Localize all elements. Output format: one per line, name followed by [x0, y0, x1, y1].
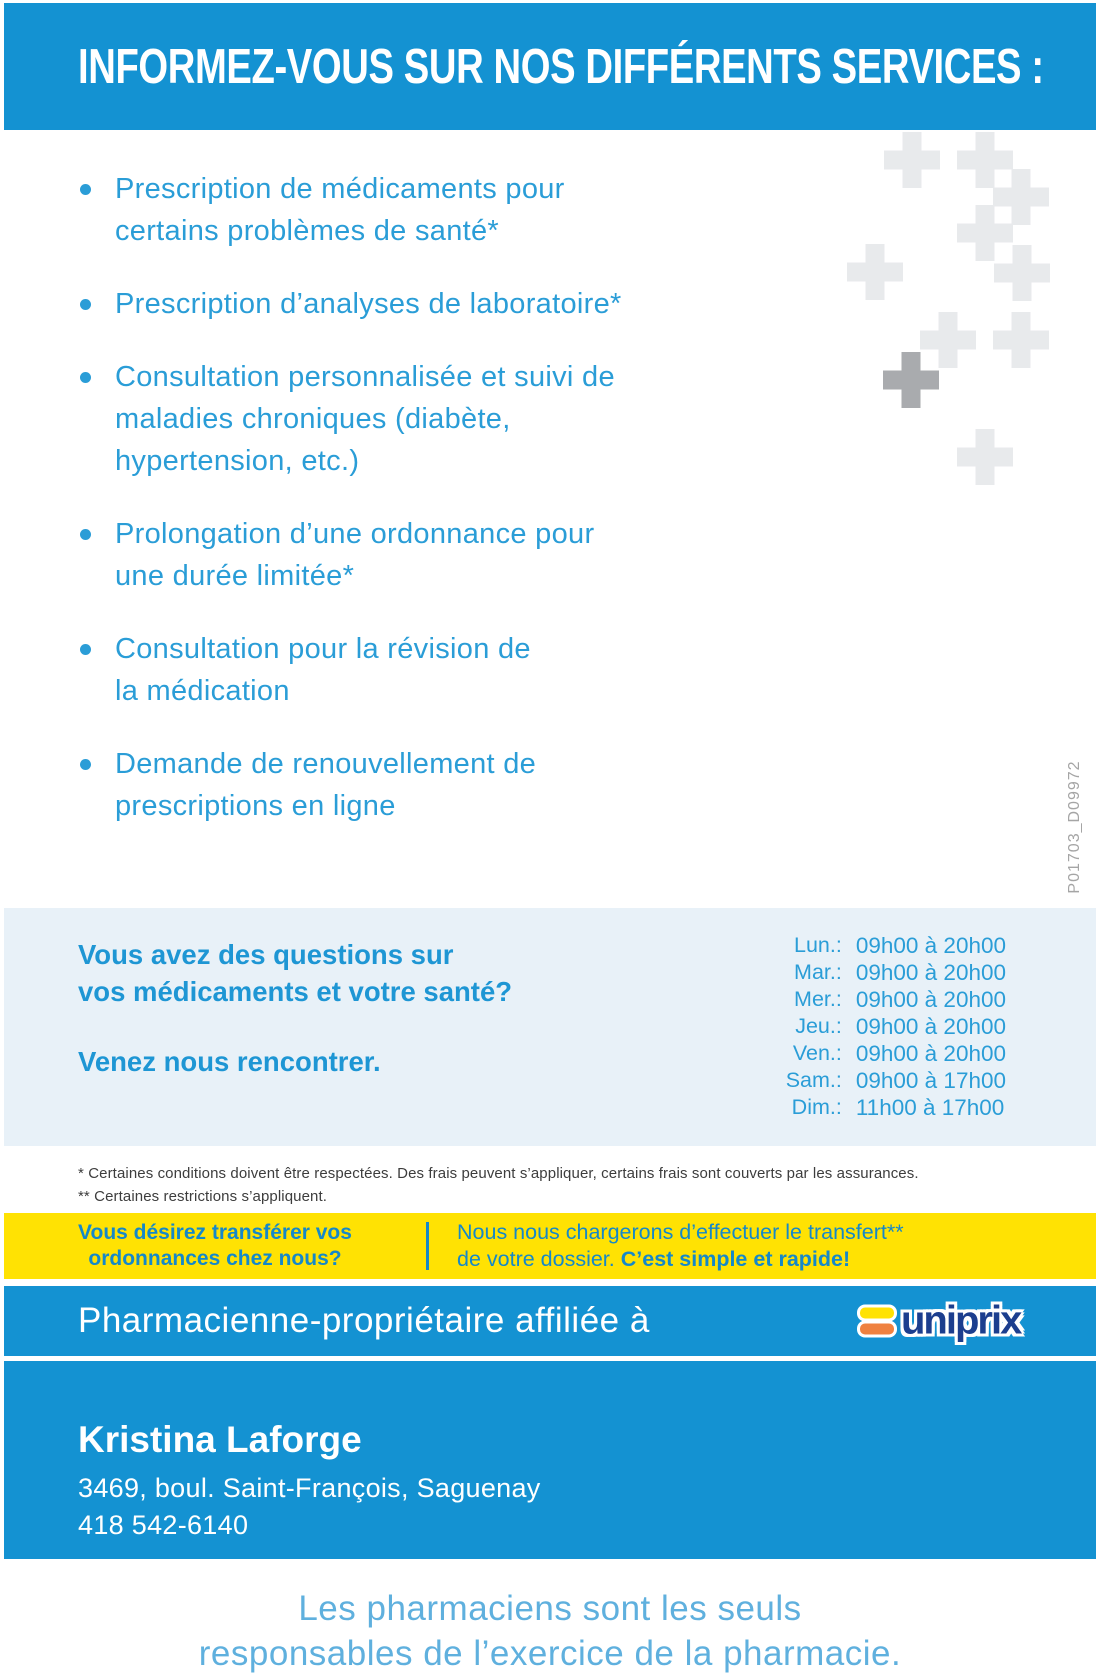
bullet-icon	[80, 529, 91, 540]
hours-day: Dim.:	[791, 1095, 842, 1119]
affiliation-band	[4, 1286, 1096, 1356]
question-text: Vous avez des questions sur vos médicaments et votre santé?	[78, 939, 513, 1007]
service-text: Demande de renouvellement de prescriptions en ligne	[115, 748, 537, 822]
pharmacist-name: Kristina Laforge	[78, 1419, 362, 1460]
plus-cross-icon	[884, 132, 940, 188]
bullet-icon	[80, 644, 91, 655]
plus-cross-icon	[994, 245, 1050, 301]
footnotes	[78, 1162, 919, 1208]
hours-day: Ven.:	[792, 1041, 842, 1065]
contact-section	[4, 1361, 1096, 1559]
affiliation-label: Pharmacienne-propriétaire affiliée à	[78, 1301, 650, 1340]
pharmacy-address: 3469, boul. Saint-François, Saguenay	[78, 1473, 541, 1503]
header-band	[4, 3, 1096, 130]
hours-day: Mer.:	[794, 987, 842, 1011]
list-item	[80, 168, 770, 252]
service-text: Consultation personnalisée et suivi de maladies chroniques (diabète, hypertension, etc.)	[115, 361, 615, 477]
plus-cross-icon	[847, 244, 903, 300]
transfer-banner	[4, 1213, 1096, 1279]
service-text: Prolongation d’une ordonnance pour une durée limitée*	[115, 518, 595, 592]
opening-hours	[786, 932, 1006, 1121]
footnote-line: * Certaines conditions doivent être respectées. Des frais peuvent s’appliquer, certains frais sont couverts par les assurances.	[78, 1165, 919, 1182]
hours-time: 09h00 à 20h00	[855, 960, 1006, 985]
hours-time: 09h00 à 17h00	[855, 1068, 1006, 1093]
uniprix-wordmark: uniprix	[901, 1298, 1021, 1343]
bullet-icon	[80, 184, 91, 195]
meet-us-text: Venez nous rencontrer.	[78, 1046, 381, 1077]
hours-day: Jeu.:	[795, 1014, 842, 1038]
page-title: INFORMEZ-VOUS SUR NOS DIFFÉRENTS SERVICES :	[78, 39, 1044, 94]
bullet-icon	[80, 372, 91, 383]
uniprix-equals-icon	[860, 1308, 894, 1335]
list-item	[80, 628, 770, 712]
hours-time: 09h00 à 20h00	[855, 1041, 1006, 1066]
services-list	[80, 168, 770, 858]
list-item	[80, 513, 770, 597]
plus-cross-icon	[883, 352, 939, 408]
uniprix-logo	[860, 1299, 1020, 1344]
hours-day: Mar.:	[794, 960, 842, 984]
info-section	[4, 908, 1096, 1146]
list-item	[80, 743, 770, 827]
bullet-icon	[80, 299, 91, 310]
transfer-question: Vous désirez transférer vos ordonnances chez nous?	[78, 1221, 352, 1270]
hours-time: 11h00 à 17h00	[855, 1095, 1005, 1120]
product-code: P01703_D09972	[1066, 760, 1083, 894]
service-text: Prescription de médicaments pour certains problèmes de santé*	[115, 173, 565, 247]
hours-day: Sam.:	[785, 1068, 842, 1092]
bullet-icon	[80, 759, 91, 770]
list-item	[80, 356, 770, 482]
hours-time: 09h00 à 20h00	[855, 987, 1006, 1012]
transfer-answer: Nous nous chargerons d’effectuer le transfert** de votre dossier. C’est simple et rapide!	[457, 1220, 904, 1271]
pharmacy-phone: 418 542-6140	[78, 1510, 249, 1540]
legal-tagline: Les pharmaciens sont les seuls responsables de l’exercice de la pharmacie.	[198, 1589, 902, 1673]
service-text: Prescription d’analyses de laboratoire*	[115, 288, 622, 320]
footnote-line: ** Certaines restrictions s’appliquent.	[78, 1188, 328, 1205]
plus-cross-icon	[993, 312, 1049, 368]
hours-time: 09h00 à 20h00	[855, 933, 1006, 958]
hours-day: Lun.:	[794, 933, 842, 957]
list-item	[80, 283, 770, 325]
service-text: Consultation pour la révision de la médication	[115, 633, 531, 707]
hours-time: 09h00 à 20h00	[855, 1014, 1006, 1039]
plus-cross-icon	[957, 429, 1013, 485]
